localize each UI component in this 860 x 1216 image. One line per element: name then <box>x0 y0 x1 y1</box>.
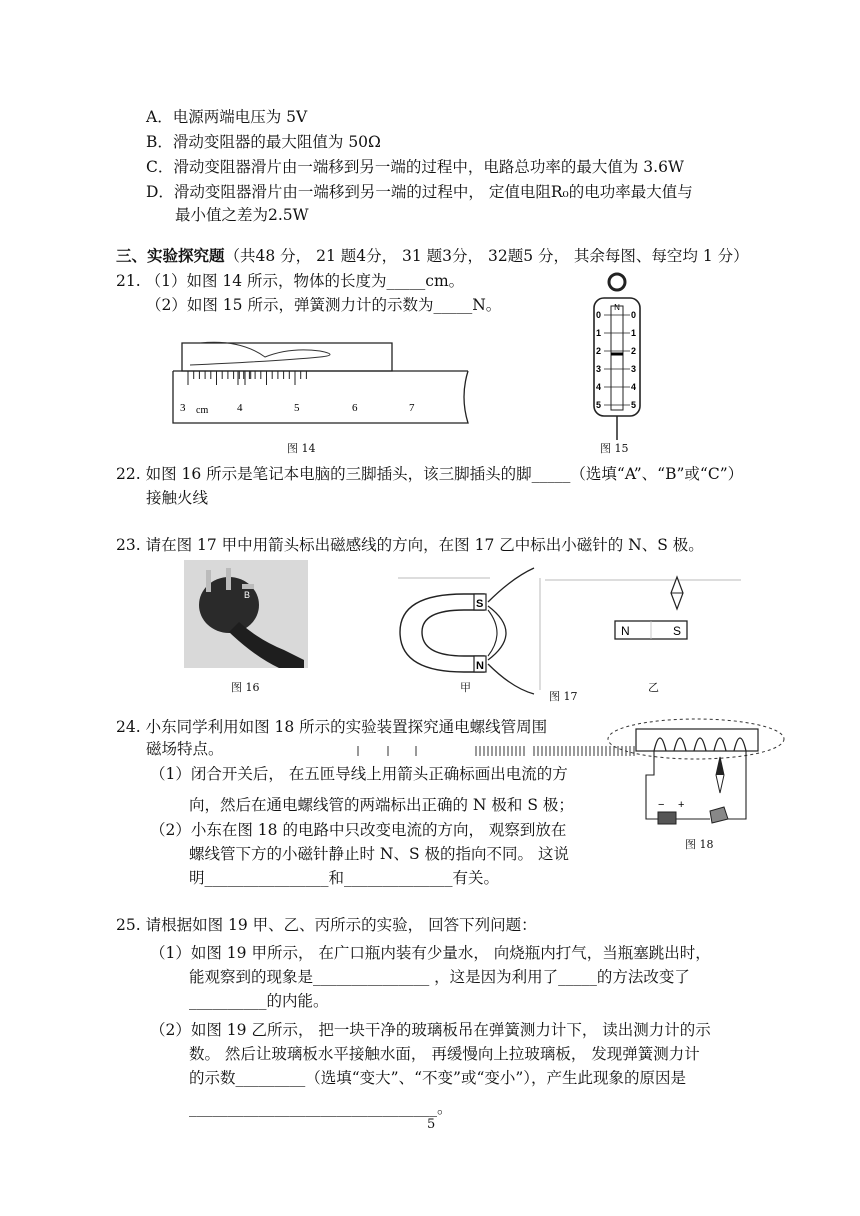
figure-17-jia-magnet <box>394 560 544 695</box>
plug-pin-label: B <box>244 590 251 600</box>
scale-label: 3 <box>631 364 637 374</box>
q24-line3: （1）闭合开关后， 在五匝导线上用箭头正确标画出电流的方 <box>150 765 568 783</box>
figure-15-spring-scale <box>582 270 652 442</box>
ruler-label-cm: cm <box>196 405 209 416</box>
q25-line3: 能观察到的现象是_______________ ，这是因为利用了_____的方法改变了 <box>189 968 690 986</box>
q24-line5: （2）小东在图 18 的电路中只改变电流的方向， 观察到放在 <box>150 821 567 839</box>
bar-pole-s: S <box>673 624 682 638</box>
magnet-pole-n: N <box>476 660 484 672</box>
section-heading <box>116 245 749 267</box>
figure-16-caption: 图 16 <box>231 681 260 694</box>
figure-18-solenoid <box>606 715 788 835</box>
option-d-line1: D．滑动变阻器滑片由一端移到另一端的过程中， 定值电阻R₀的电功率最大值与 <box>146 183 693 201</box>
q21-line1: 21. （1）如图 14 所示，物体的长度为_____cm。 <box>116 272 465 290</box>
q25-line8: ________________________________。 <box>189 1099 453 1117</box>
q21-line2: （2）如图 15 所示，弹簧测力计的示数为_____N。 <box>146 296 502 314</box>
q25-line4: __________的内能。 <box>189 992 329 1010</box>
q22-line2: 接触火线 <box>146 489 209 507</box>
q25-line6: 数。 然后让玻璃板水平接触水面， 再缓慢向上拉玻璃板， 发现弹簧测力计 <box>189 1045 700 1063</box>
ruler-label-6: 6 <box>352 402 358 414</box>
page-number: 5 <box>427 1117 436 1132</box>
scale-label: 4 <box>631 382 637 392</box>
bar-pole-n: N <box>621 624 630 638</box>
q24-line1: 24. 小东同学利用如图 18 所示的实验装置探究通电螺线管周围 <box>116 718 548 736</box>
scale-label: 3 <box>596 364 602 374</box>
scale-label: 1 <box>596 328 602 338</box>
scale-label: 2 <box>596 346 602 356</box>
scale-label: 5 <box>631 400 637 410</box>
scale-label: 2 <box>631 346 637 356</box>
q25-line1: 25. 请根据如图 19 甲、乙、丙所示的实验， 回答下列问题： <box>116 916 537 934</box>
option-a: A．电源两端电压为 5V <box>146 108 308 126</box>
figure-14-caption: 图 14 <box>287 442 316 455</box>
magnet-pole-s: S <box>476 598 484 610</box>
q25-line7: 的示数_________（选填“变大”、“不变”或“变小”），产生此现象的原因是 <box>189 1069 687 1087</box>
ruler-label-3: 3 <box>180 402 186 414</box>
figure-17-yi-bar-magnet <box>545 575 745 645</box>
figure-17-yi-label: 乙 <box>648 681 659 694</box>
scan-tick-marks <box>350 744 650 764</box>
q24-line6: 螺线管下方的小磁针静止时 N、S 极的指向不同。 这说 <box>189 845 569 863</box>
option-c: C．滑动变阻器滑片由一端移到另一端的过程中，电路总功率的最大值为 3.6W <box>146 158 684 176</box>
battery-minus: − <box>658 799 665 811</box>
scale-label: 0 <box>596 310 602 320</box>
ruler-label-4: 4 <box>237 402 243 414</box>
option-b: B．滑动变阻器的最大阻值为 50Ω <box>146 133 381 151</box>
q23-line1: 23. 请在图 17 甲中用箭头标出磁感线的方向，在图 17 乙中标出小磁针的 N、S 极。 <box>116 536 704 554</box>
figure-14-ruler <box>170 335 480 427</box>
figure-17-caption: 图 17 <box>549 690 578 703</box>
q22-line1: 22. 如图 16 所示是笔记本电脑的三脚插头，该三脚插头的脚_____（选填“A”、“B”或“C”） <box>116 465 744 483</box>
option-d-line2: 最小值之差为2.5W <box>175 206 309 224</box>
scale-unit: N <box>614 303 620 312</box>
scale-label: 0 <box>631 310 637 320</box>
figure-17-jia-label: 甲 <box>460 681 471 694</box>
scale-label: 4 <box>596 382 602 392</box>
ruler-label-7: 7 <box>409 402 415 414</box>
battery-plus: + <box>678 799 685 811</box>
figure-15-caption: 图 15 <box>600 442 629 455</box>
figure-18-caption: 图 18 <box>685 838 714 851</box>
ruler-label-5: 5 <box>294 402 300 414</box>
q24-line4: 向，然后在通电螺线管的两端标出正确的 N 极和 S 极； <box>189 796 574 814</box>
q24-line2: 磁场特点。 <box>146 740 224 758</box>
q24-line7: 明________________和______________有关。 <box>189 869 500 887</box>
q25-line5: （2）如图 19 乙所示， 把一块干净的玻璃板吊在弹簧测力计下， 读出测力计的示 <box>150 1021 711 1039</box>
section-title: 三、实验探究题 <box>116 246 225 265</box>
scale-label: 5 <box>596 400 602 410</box>
scale-label: 1 <box>631 328 637 338</box>
figure-16-plug <box>184 560 308 668</box>
q25-line2: （1）如图 19 甲所示， 在广口瓶内装有少量水， 向烧瓶内打气，当瓶塞跳出时， <box>150 944 711 962</box>
section-note: （共48 分， 21 题4分， 31 题3分， 32题5 分， 其余每图、每空均 1 分） <box>224 247 749 265</box>
